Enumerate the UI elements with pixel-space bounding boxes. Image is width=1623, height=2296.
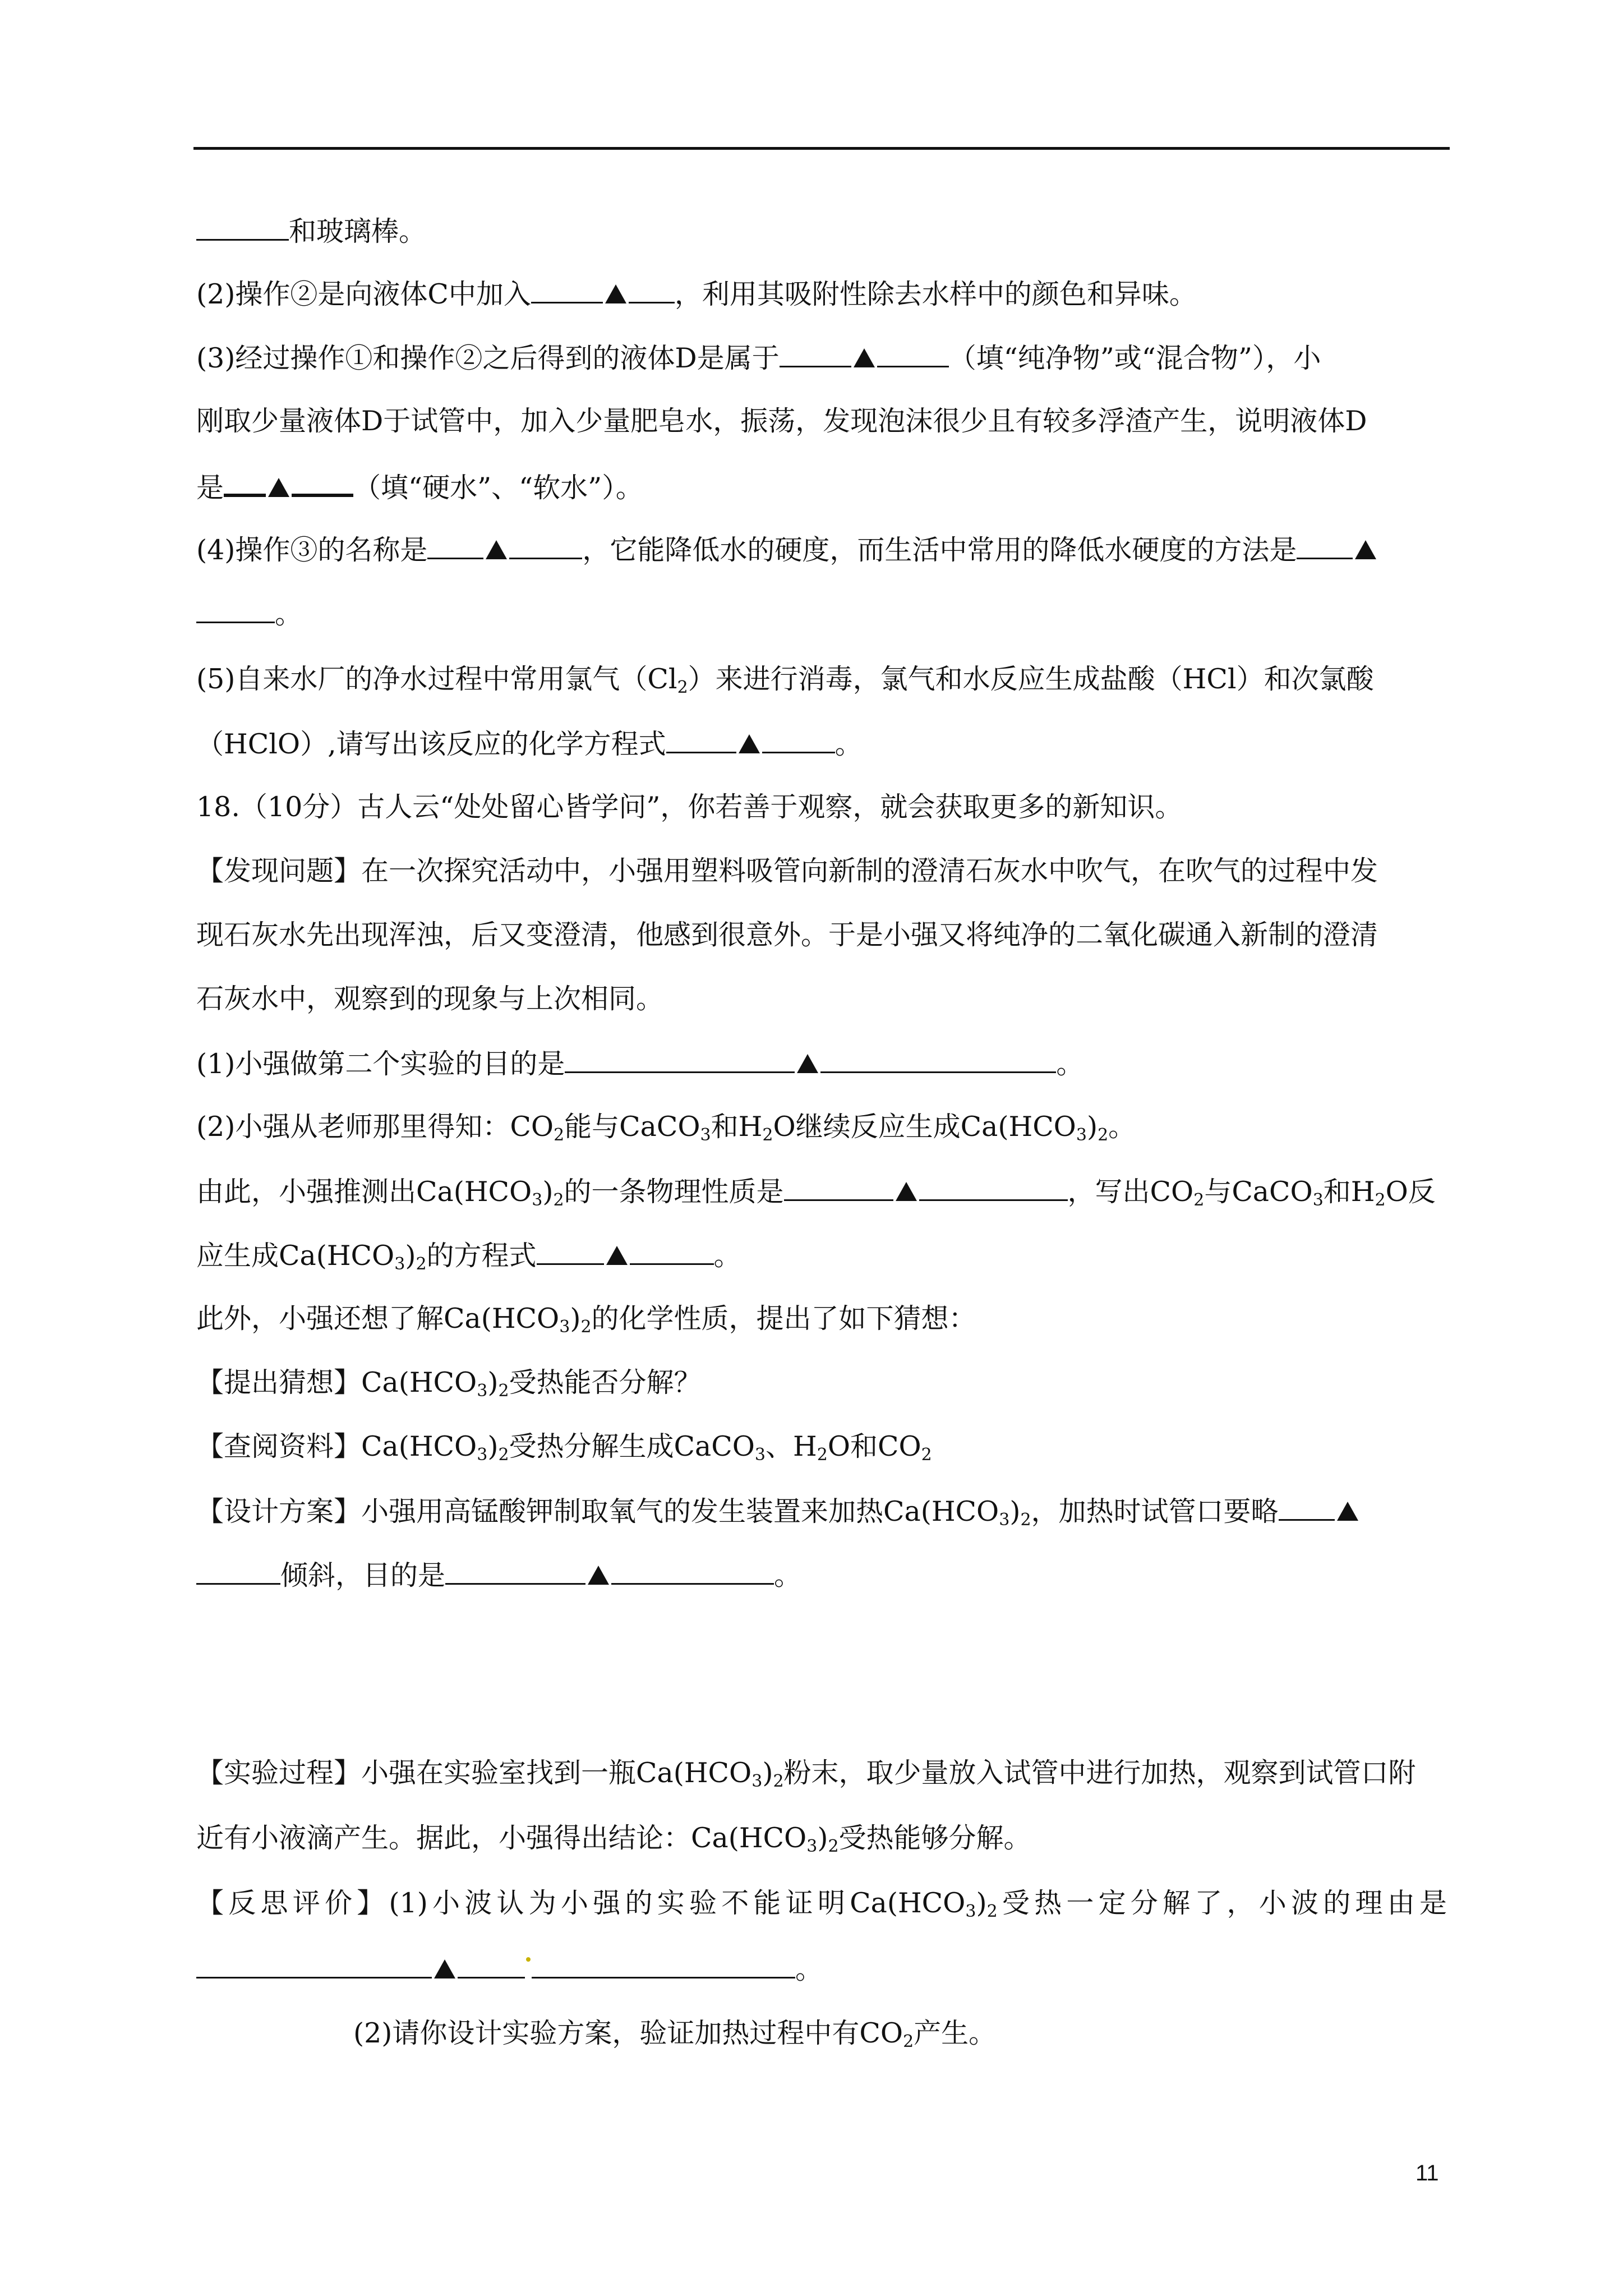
q17-line-7: (5)自来水厂的净水过程中常用氯气$(Cl_2)$来进行消毒，氯气和水反应生成盐酸（HCl）和次氯酸 — [196, 663, 1374, 697]
answer-blank[interactable] — [565, 1049, 795, 1073]
q17-line-0: 和玻璃棒。 — [196, 217, 1447, 245]
answer-blank[interactable] — [611, 1561, 774, 1585]
answer-marker-icon — [606, 1246, 628, 1265]
q18-part-2-deduce: 由此，小强推测出$Ca(HCO_3)_2$的一条物理性质是 ，写出$CO_2$与CaCO$_3$和$H_2O$反 — [196, 1176, 1436, 1210]
answer-marker-icon — [739, 734, 760, 753]
q18-reflection-1-blank: 。 — [196, 1954, 1447, 1983]
q18-chem-property-intro: 此外，小强还想了解$Ca(HCO_3)_2$的化学性质，提出了如下猜想： — [196, 1303, 976, 1337]
q18-discover-line-3: 石灰水中，观察到的现象与上次相同。 — [196, 983, 664, 1015]
answer-blank[interactable] — [196, 1561, 280, 1585]
q18-part-2: (2)小强从老师那里得知：$CO_2$能与CaCO$_3$和$H_2O$继续反应生成$Ca(HCO_3)_2$。 — [196, 1111, 1136, 1145]
answer-marker-icon — [1337, 1502, 1358, 1521]
q18-reflection-1: 【反思评价】(1)小波认为小强的实验不能证明$Ca(HCO_3)_2$受热一定分解了，小波的理由是 — [196, 1887, 1447, 1921]
stray-dot-icon — [526, 1957, 531, 1962]
answer-marker-icon — [268, 478, 289, 497]
answer-marker-icon — [797, 1054, 818, 1073]
answer-blank[interactable] — [877, 343, 949, 367]
answer-blank[interactable] — [427, 535, 483, 559]
q17-line-5: (4)操作③的名称是 ，它能降低水的硬度，而生活中常用的降低水硬度的方法是 — [196, 535, 1447, 564]
answer-blank[interactable] — [1279, 1497, 1335, 1521]
answer-blank[interactable] — [919, 1177, 1068, 1201]
q18-discover-line-1: 【发现问题】在一次探究活动中，小强用塑料吸管向新制的澄清石灰水中吹气，在吹气的过程中发 — [196, 855, 1378, 887]
q18-reference: 【查阅资料】$Ca(HCO_3)_2$受热分解生成CaCO$_3$、$H_2O$和$CO_2$ — [196, 1430, 932, 1465]
answer-blank[interactable] — [820, 1049, 1056, 1073]
answer-blank[interactable] — [784, 1177, 893, 1201]
q18-reflection-2: (2)请你设计实验方案，验证加热过程中有$CO_2$产生。 — [353, 2017, 997, 2051]
q18-experiment-cont: 近有小液滴产生。据此，小强得出结论：$Ca(HCO_3)_2$受热能够分解。 — [196, 1822, 1031, 1856]
answer-blank[interactable] — [532, 1954, 795, 1978]
q18-title: 18.（10分）古人云“处处留心皆学问”，你若善于观察，就会获取更多的新知识。 — [196, 791, 1183, 823]
answer-blank[interactable] — [762, 729, 835, 753]
answer-blank[interactable] — [196, 599, 275, 623]
q18-hypothesis: 【提出猜想】$Ca(HCO_3)_2$受热能否分解？ — [196, 1366, 702, 1401]
answer-marker-icon — [486, 540, 507, 559]
answer-blank[interactable] — [666, 729, 736, 753]
q18-experiment: 【实验过程】小强在实验室找到一瓶$Ca(HCO_3)_2$粉末，取少量放入试管中进行加热，观察到试管口附 — [196, 1757, 1416, 1791]
answer-blank[interactable] — [780, 343, 851, 367]
answer-marker-icon — [605, 284, 626, 303]
answer-blank[interactable] — [445, 1561, 585, 1585]
answer-marker-icon — [854, 348, 875, 367]
header-rule — [193, 147, 1450, 150]
answer-marker-icon — [1355, 540, 1376, 559]
answer-marker-icon — [896, 1182, 917, 1201]
answer-blank[interactable] — [458, 1954, 525, 1978]
answer-blank[interactable] — [196, 1954, 432, 1978]
page-number: 11 — [1415, 2161, 1439, 2185]
q17-line-3: 刚取少量液体D于试管中，加入少量肥皂水，振荡，发现泡沫很少且有较多浮渣产生，说明液体D — [196, 405, 1367, 437]
answer-blank[interactable] — [509, 535, 582, 559]
answer-blank[interactable] — [1297, 535, 1353, 559]
q18-discover-line-2: 现石灰水先出现浑浊，后又变澄清，他感到很意外。于是小强又将纯净的二氧化碳通入新制的澄清 — [196, 919, 1378, 951]
answer-marker-icon — [588, 1566, 609, 1585]
q17-line-8: （HClO）,请写出该反应的化学方程式 。 — [196, 728, 863, 760]
q18-part-2-equation: 应生成$Ca(HCO_3)_2$的方程式 。 — [196, 1240, 741, 1274]
q18-part-1: (1)小强做第二个实验的目的是 。 — [196, 1048, 1084, 1080]
answer-blank[interactable] — [537, 1241, 604, 1265]
q18-design: 【设计方案】小强用高锰酸钾制取氧气的发生装置来加热$Ca(HCO_3)_2$，加热时试管口要略 — [196, 1497, 1447, 1525]
answer-blank[interactable] — [630, 1241, 714, 1265]
q17-line-4: 是 （填“硬水”、“软水”）。 — [196, 472, 643, 504]
answer-blank[interactable] — [292, 471, 353, 497]
answer-blank[interactable] — [224, 471, 266, 497]
answer-blank[interactable] — [531, 279, 603, 303]
q17-line-2: (3)经过操作①和操作②之后得到的液体D是属于 （填“纯净物”或“混合物”），小 — [196, 342, 1321, 374]
q17-line-6: 。 — [196, 599, 1447, 628]
answer-blank[interactable] — [196, 217, 289, 241]
q17-line-1: (2)操作②是向液体C中加入 ，利用其吸附性除去水样中的颜色和异味。 — [196, 278, 1197, 310]
answer-blank[interactable] — [629, 279, 675, 303]
answer-marker-icon — [434, 1959, 455, 1978]
q18-design-cont: 倾斜，目的是 。 — [196, 1561, 1447, 1589]
